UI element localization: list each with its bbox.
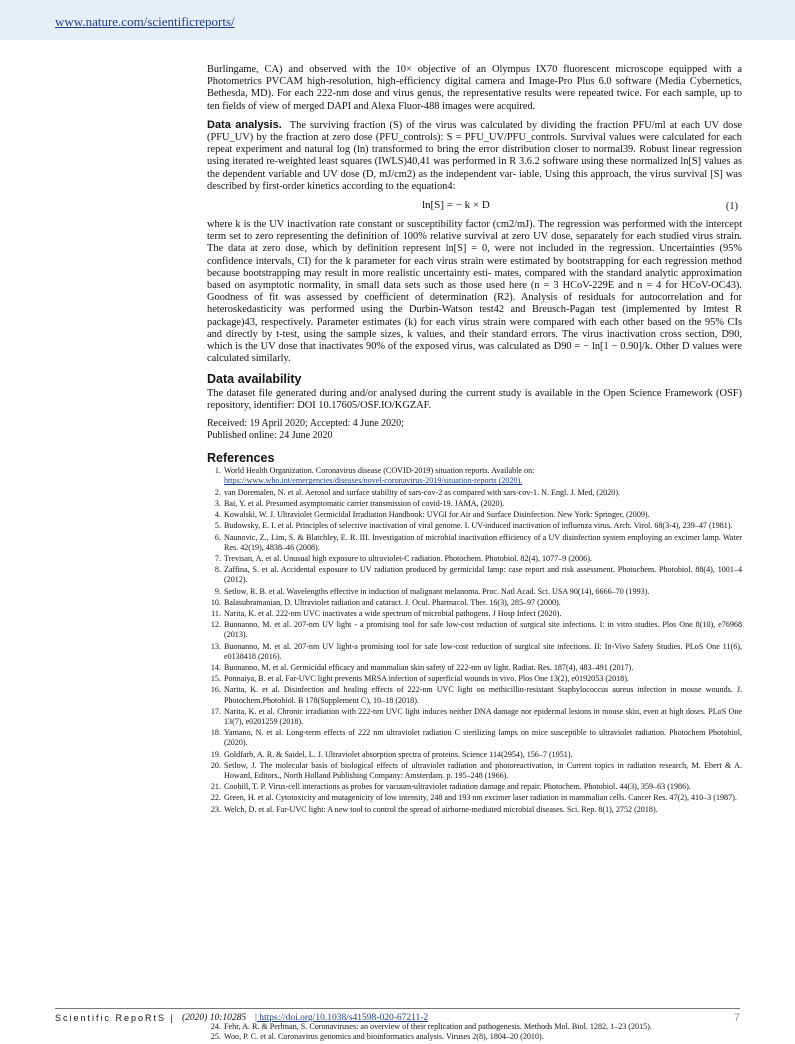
reference-item [207,510,742,520]
reference-item [207,1032,742,1042]
reference-text: Kowalski, W. J. Ultraviolet Germicidal Irradiation Handbook: UVGI for Air and Surface Disinfection. New York: Springer, (2009). [224,510,650,520]
references-heading: References [207,451,275,466]
reference-number: 11. [211,608,221,618]
reference-number: 10. [210,597,221,607]
reference-item [207,707,742,727]
reference-item [207,554,742,564]
reference-text: Balasubramanian, D. Ultraviolet radiation and cataract. J. Ocul. Pharmacol. Ther. 16(3), 285–97 (2000). [224,597,561,607]
reference-number: 19. [210,749,221,759]
equation-number: (1) [725,201,738,213]
reference-number: 16. [210,685,221,695]
reference-number: 23. [210,804,221,814]
reference-item [207,466,742,486]
reference-text: Buonanno, M. et al. 207-nm UV light-a promising tool for safe low-cost reduction of surgical site infections. II: In-Vivo Safety Studies. PLoS One 11(6), e0138418 (2016). [224,641,742,661]
reference-number: 12. [210,620,221,630]
footer-doi-link[interactable]: | https://doi.org/10.1038/s41598-020-67211-2 [255,1013,429,1023]
reference-number: 1. [214,466,221,476]
data-analysis-paragraph [207,119,742,193]
reference-item [207,488,742,498]
reference-text: Trevisan, A. et al. Unusual high exposure to ultraviolet-C radiation. Photochem. Photobiol. 82(4), 1077–9 (2006). [224,553,592,563]
reference-number: 6. [214,532,221,542]
reference-item [207,761,742,781]
reference-item [207,805,742,815]
reference-item [207,533,742,553]
reference-item [207,642,742,662]
reference-item [207,565,742,585]
published-date: Published online: 24 June 2020 [207,430,333,442]
reference-number: 17. [210,706,221,716]
reference-text: Buonanno, M. et al. 207-nm UV light - a promising tool for safe low-cost reduction of surgical site infections. I: in vitro studies. Plos One 8(10), e76968 (2013). [224,620,742,640]
reference-item [207,1022,742,1032]
reference-link[interactable]: https://www.who.int/emergencies/diseases/novel-coronavirus-2019/situation-reports (2020). [224,476,523,486]
reference-number: 7. [214,553,221,563]
reference-text: Buonanno, M. et al. Germicidal efficacy and mammalian skin safety of 222-nm uv light. Radiat. Res. 187(4), 483–491 (2017). [224,662,634,672]
reference-item [207,685,742,705]
reference-text: Naunovic, Z., Lim, S. & Blatchley, E. R. III. Investigation of microbial inactivation efficiency of a UV disinfection system employing an excimer lamp. Water Res. 42(19), 4838–46 (2008). [224,532,742,552]
reference-item [207,521,742,531]
data-analysis-text: The surviving fraction (S) of the virus was calculated by dividing the fraction PFU/ml at each UV dose (PFU_UV) by the fraction at zero dose (PFU_controls): S = PFU_UV/PFU_controls. Survival values were calculated for each repeat experiment and natural log (ln) transformed to bring the error distribution closer to normal39. Robust linear regression using iterated re-weighted least squares (IWLS)40,41 was performed in R 3.6.2 software using these normalized ln[S] values as the dependent variable and UV dose (D, mJ/cm2) as the independent var- iable. Using this approach, the virus survival [S] was described by first-order kinetics according to the equation4: [207,119,742,192]
article-body [207,64,742,816]
reference-text: Setlow, J. The molecular basis of biological effects of ultraviolet radiation and photoreactivation, in Current topics in radiation research, M. Ebert & A. Howard, Editors., North Holland Publishing Company: Amsterdam. p. 195–248 (1966). [224,760,742,780]
reference-number: 14. [210,662,221,672]
methods-paragraph: Burlingame, CA) and observed with the 10× objective of an Olympus IX70 fluorescent microscope equipped with a Photometrics PVCAM high-resolution, high-efficiency digital camera and Image-Pro Plus 6.0 software (Media Cybernetics, Bethesda, MD). For each 222-nm dose and virus genus, the representative results were repeated twice. For each sample, up to ten fields of view of merged DAPI and Alexa Fluor-488 images were acquired. [207,64,742,112]
reference-number: 9. [214,586,221,596]
reference-text: Coohill, T. P. Virus-cell interactions as probes for vacuum-ultraviolet radiation damage and repair. Photochem. Photobiol. 44(3), 359–63 (1986). [224,782,691,792]
reference-text: Welch, D. et al. Far-UVC light: A new tool to control the spread of airborne-mediated microbial diseases. Sci. Rep. 8(1), 2752 (2018). [224,804,658,814]
reference-text: Bai, Y. et al. Presumed asymptomatic carrier transmission of covid-19. JAMA, (2020). [224,498,505,508]
reference-text: van Doremalen, N. et al. Aerosol and surface stability of sars-cov-2 as compared with sars-cov-1. N. Engl. J. Med, (2020). [224,487,621,497]
reference-number: 18. [210,728,221,738]
footer-citation: (2020) 10:10285 [182,1013,247,1023]
reference-number: 4. [214,510,221,520]
reference-item [207,793,742,803]
reference-item [207,598,742,608]
received-date: Received: 19 April 2020; Accepted: 4 June 2020; [207,418,404,430]
data-availability-text: The dataset file generated during and/or analysed during the current study is available in the Open Science Framework (OSF) repository, identifier: DOI 10.17605/OSF.IO/KGZAF. [207,387,742,411]
reference-item [207,782,742,792]
reference-item [207,728,742,748]
reference-text: Fehr, A. R. & Perlman, S. Coronaviruses: an overview of their replication and pathogenesis. Methods Mol. Biol. 1282, 1–23 (2015). [224,1022,652,1031]
equation: ln[S] = − k × D [422,199,490,212]
page-number: 7 [733,1012,740,1024]
reference-item [207,674,742,684]
reference-item [207,620,742,640]
reference-number: 25. [210,1032,221,1042]
reference-item [207,663,742,673]
footer-journal: Scientific RepoRtS | [55,1013,175,1023]
reference-number: 22. [210,793,221,803]
reference-text: Narita, K. et al. Disinfection and healing effects of 222-nm UVC light on methicillin-resistant Staphylococcus aureus infection in mouse wounds. J. Photochem.Photobiol. B 178(Supplement C), 10–18 (2018). [224,685,742,705]
reference-text: Narita, K. et al. Chronic irradiation with 222-nm UVC light induces neither DNA damage nor epidermal lesions in mouse skin, even at high doses. PLoS One 13(7), e0201259 (2018). [224,706,742,726]
reference-text: Ponnaiya, B. et al. Far-UVC light prevents MRSA infection of superficial wounds in vivo. Plos One 13(2), e0192053 (2018). [224,674,629,684]
reference-text: Yamano, N. et al. Long-term effects of 222 nm ultraviolet radiation C sterilizing lamps on mice susceptible to ultraviolet radiation. Photochem Photobiol, (2020). [224,728,742,748]
reference-text: Budowsky, E. I. et al. Principles of selective inactivation of viral genome. I. UV-induced inactivation of influenza virus. Arch. Virol. 68(3-4), 239–47 (1981). [224,521,733,531]
reference-item [207,587,742,597]
reference-item [207,609,742,619]
data-availability-heading: Data availability [207,372,302,387]
reference-number: 20. [210,760,221,770]
reference-list-tail [207,1022,742,1042]
reference-list [207,466,742,815]
reference-item [207,499,742,509]
reference-number: 21. [210,782,221,792]
reference-number: 3. [214,498,221,508]
reference-text: Goldfarb, A. R. & Saidel, L. J. Ultraviolet absorption spectra of proteins. Science 114(2954), 156–7 (1951). [224,749,573,759]
journal-url-link[interactable]: www.nature.com/scientificreports/ [55,14,235,29]
reference-text: Zaffina, S. et al. Accidental exposure to UV radiation produced by germicidal lamp: case report and risk assessment. Photochem. Photobiol. 88(4), 1001–4 (2012). [224,565,742,585]
header-bar [0,0,795,40]
reference-number: 24. [210,1022,221,1031]
equation-block [207,199,742,215]
reference-text: Woo, P. C. et al. Coronavirus genomics and bioinformatics analysis. Viruses 2(8), 1804–20 (2010). [224,1032,544,1042]
data-analysis-paragraph-2: where k is the UV inactivation rate constant or susceptibility factor (cm2/mJ). The regression was performed with the intercept term set to zero representing the definition of 100% relative survival at zero UV dose, separately for each studied virus strain. The data at zero dose, which by definition represent ln[S] = 0, were not included in the regression. Uncertainties (95% confidence intervals, CI) for the k parameter for each virus strain were estimated by bootstrapping for each regression method because bootstrapping may result in more realistic uncertainty esti- mates, compared with the standard analytic approximation based on asymptotic normality, in small data sets such as those used here (n = 3 HCoV-229E and n = 4 for HCoV-OC43). Goodness of fit was assessed by coefficient of determination (R2). Analysis of residuals for autocorrelation and for heteroskedasticity was performed using the Durbin-Watson test42 and Breusch-Pagan test (implemented by lmtest R package)43, respectively. Parameter estimates (k) for each virus strain were compared with each other based on the 95% CIs and directly by t-test, using the sample sizes, k values, and their standard errors. The virus inactivation cross section, D90, which is the UV dose that inactivates 90% of the exposed virus, was calculated as D90 = − ln[1 − 0.90]/k. Other D values were calculated similarly. [207,219,742,365]
reference-number: 5. [214,521,221,531]
reference-text: Setlow, R. B. et al. Wavelengths effective in induction of malignant melanoma. Proc. Natl Acad. Sci. USA 90(14), 6666–70 (1993). [224,586,650,596]
reference-text: Narita, K. et al. 222-nm UVC inactivates a wide spectrum of microbial pathogens. J Hosp Infect (2020). [224,608,562,618]
reference-text: Green, H. et al. Cytotoxicity and mutagenicity of low intensity, 248 and 193 nm excimer laser radiation in mammalian cells. Cancer Res. 47(2), 410–3 (1987). [224,793,737,803]
reference-number: 15. [210,674,221,684]
reference-item [207,750,742,760]
reference-number: 2. [214,487,221,497]
reference-text: World Health Organization. Coronavirus disease (COVID-2019) situation reports. Available on: [224,466,535,476]
data-analysis-heading: Data analysis. [207,118,282,131]
reference-number: 8. [214,565,221,575]
reference-number: 13. [210,641,221,651]
